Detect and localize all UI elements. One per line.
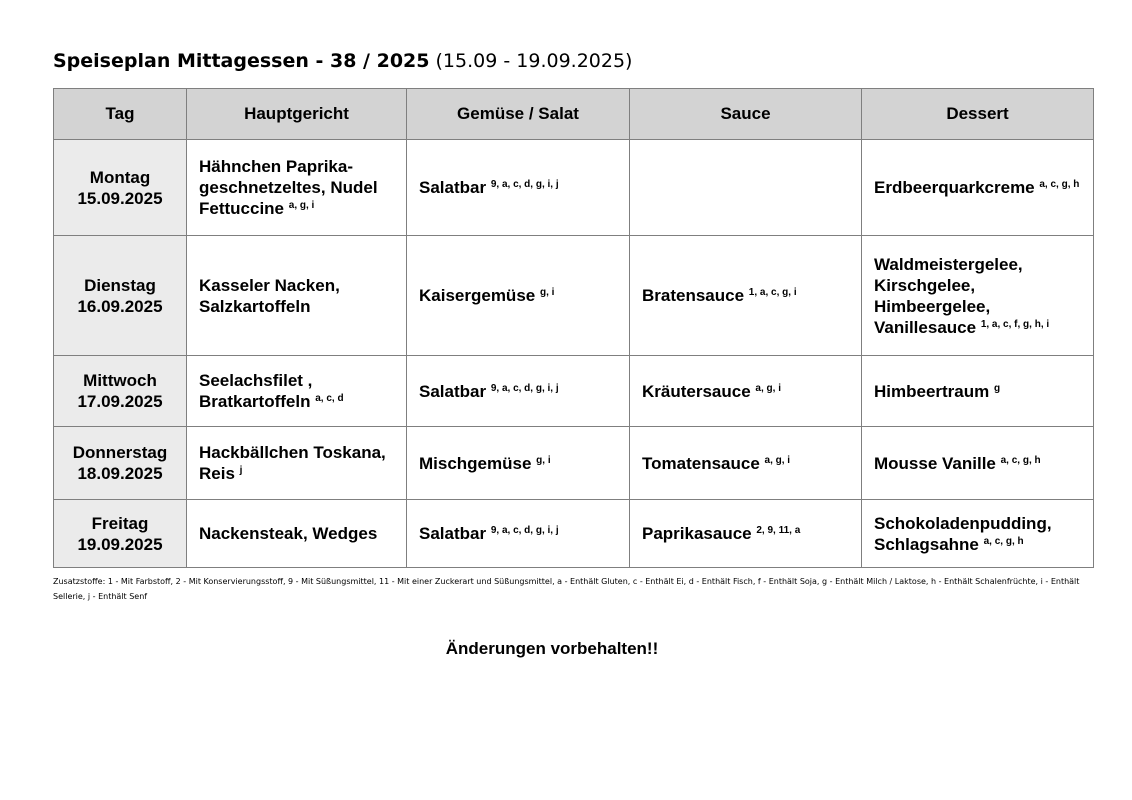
sauce-allergens: a, g, i	[764, 454, 791, 466]
dessert-dish: Schokoladenpudding, Schlagsahne	[874, 513, 1052, 554]
header-row	[54, 89, 1094, 140]
day-cell	[54, 500, 187, 568]
main-dish: Nackensteak, Wedges	[199, 524, 378, 543]
dessert-cell	[862, 356, 1094, 427]
table-row	[54, 427, 1094, 500]
dessert-allergens: 1, a, c, f, g, h, i	[980, 318, 1050, 330]
header-dessert: Dessert	[862, 89, 1094, 140]
day-date: 18.09.2025	[77, 464, 163, 483]
dessert-cell	[862, 427, 1094, 500]
day-date: 17.09.2025	[77, 392, 163, 411]
day-name: Freitag	[91, 513, 149, 533]
day-date: 19.09.2025	[77, 534, 163, 554]
sauce-allergens: 1, a, c, g, i	[748, 287, 797, 298]
day-cell	[54, 356, 187, 427]
dessert-cell	[862, 236, 1094, 356]
day-cell	[54, 236, 187, 356]
changes-notice: Änderungen vorbehalten!!	[445, 639, 659, 658]
main-dish: Hackbällchen Toskana, Reis	[199, 443, 386, 483]
veg-allergens: 9, a, c, d, g, i, j	[490, 382, 559, 394]
dessert-dish: Himbeertraum	[874, 381, 990, 401]
table-row	[54, 140, 1094, 236]
header-tag: Tag	[54, 89, 187, 140]
main-cell	[187, 427, 407, 500]
veg-dish: Salatbar	[419, 381, 487, 401]
veg-dish: Salatbar	[419, 524, 487, 543]
title-week: Speiseplan Mittagessen - 38 / 2025	[53, 50, 430, 72]
veg-allergens: g, i	[536, 454, 551, 466]
main-cell	[187, 140, 407, 236]
sauce-cell	[630, 356, 862, 427]
dessert-dish: Erdbeerquarkcreme	[874, 178, 1035, 197]
additives-footnote: Zusatzstoffe: 1 - Mit Farbstoff, 2 - Mit Konservierungsstoff, 9 - Mit Süßungsmittel, 11 - Mit einer Zuckerart und Süßungsmittel, a - Enthält Gluten, c - Enthält Ei, d - Enthält Fisch, f - Enthält Soja, g - Enthält Milch / Laktose, h - Enthält Schalenfrüchte, i - Enthält Sellerie, j - Enthält Senf	[53, 577, 1080, 601]
sauce-dish: Bratensauce	[642, 286, 745, 305]
main-dish: Hähnchen Paprika-geschnetzeltes, Nudel Fettuccine	[199, 157, 378, 218]
sauce-cell	[630, 140, 862, 236]
sauce-dish: Kräutersauce	[642, 381, 751, 401]
main-cell	[187, 500, 407, 568]
table-row	[54, 500, 1094, 568]
dessert-allergens: a, c, g, h	[983, 535, 1024, 547]
table-row	[54, 236, 1094, 356]
day-name: Mittwoch	[83, 371, 157, 390]
sauce-dish: Paprikasauce	[642, 524, 752, 543]
header-gemuese-salat: Gemüse / Salat	[407, 89, 630, 140]
veg-allergens: 9, a, c, d, g, i, j	[490, 179, 559, 190]
main-allergens: j	[239, 465, 243, 476]
veg-allergens: g, i	[539, 287, 555, 298]
main-cell	[187, 356, 407, 427]
menu-table	[53, 88, 1094, 568]
day-name: Dienstag	[84, 275, 156, 295]
table-row	[54, 356, 1094, 427]
veg-cell	[407, 500, 630, 568]
sauce-allergens: 2, 9, 11, a	[756, 525, 801, 536]
day-name: Montag	[89, 167, 151, 187]
veg-cell	[407, 236, 630, 356]
dessert-cell	[862, 140, 1094, 236]
title-date-range: (15.09 - 19.09.2025)	[429, 50, 633, 72]
dessert-allergens: a, c, g, h	[1000, 454, 1041, 466]
day-cell	[54, 427, 187, 500]
veg-allergens: 9, a, c, d, g, i, j	[490, 525, 559, 536]
main-dish: Seelachsfilet , Bratkartoffeln	[199, 371, 313, 411]
main-allergens: a, c, d	[315, 393, 344, 404]
veg-cell	[407, 427, 630, 500]
day-date: 15.09.2025	[77, 188, 163, 208]
header-hauptgericht: Hauptgericht	[187, 89, 407, 140]
veg-cell	[407, 356, 630, 427]
day-date: 16.09.2025	[77, 296, 163, 316]
dessert-allergens: a, c, g, h	[1039, 179, 1080, 190]
sauce-cell	[630, 236, 862, 356]
page-title	[53, 50, 632, 72]
veg-cell	[407, 140, 630, 236]
sauce-cell	[630, 427, 862, 500]
sauce-cell	[630, 500, 862, 568]
dessert-dish: Mousse Vanille	[874, 453, 996, 473]
sauce-dish: Tomatensauce	[642, 453, 760, 473]
sauce-allergens: a, g, i	[755, 382, 781, 394]
dessert-dish: Waldmeistergelee, Kirschgelee, Himbeergelee, Vanillesauce	[874, 254, 1023, 337]
day-name: Donnerstag	[72, 443, 168, 462]
main-dish: Kasseler Nacken, Salzkartoffeln	[199, 275, 340, 316]
header-sauce: Sauce	[630, 89, 862, 140]
main-allergens: a, g, i	[288, 200, 315, 211]
veg-dish: Mischgemüse	[419, 453, 532, 473]
veg-dish: Salatbar	[419, 178, 487, 197]
day-cell	[54, 140, 187, 236]
dessert-allergens: g	[994, 382, 1001, 394]
dessert-cell	[862, 500, 1094, 568]
main-cell	[187, 236, 407, 356]
veg-dish: Kaisergemüse	[419, 286, 536, 305]
